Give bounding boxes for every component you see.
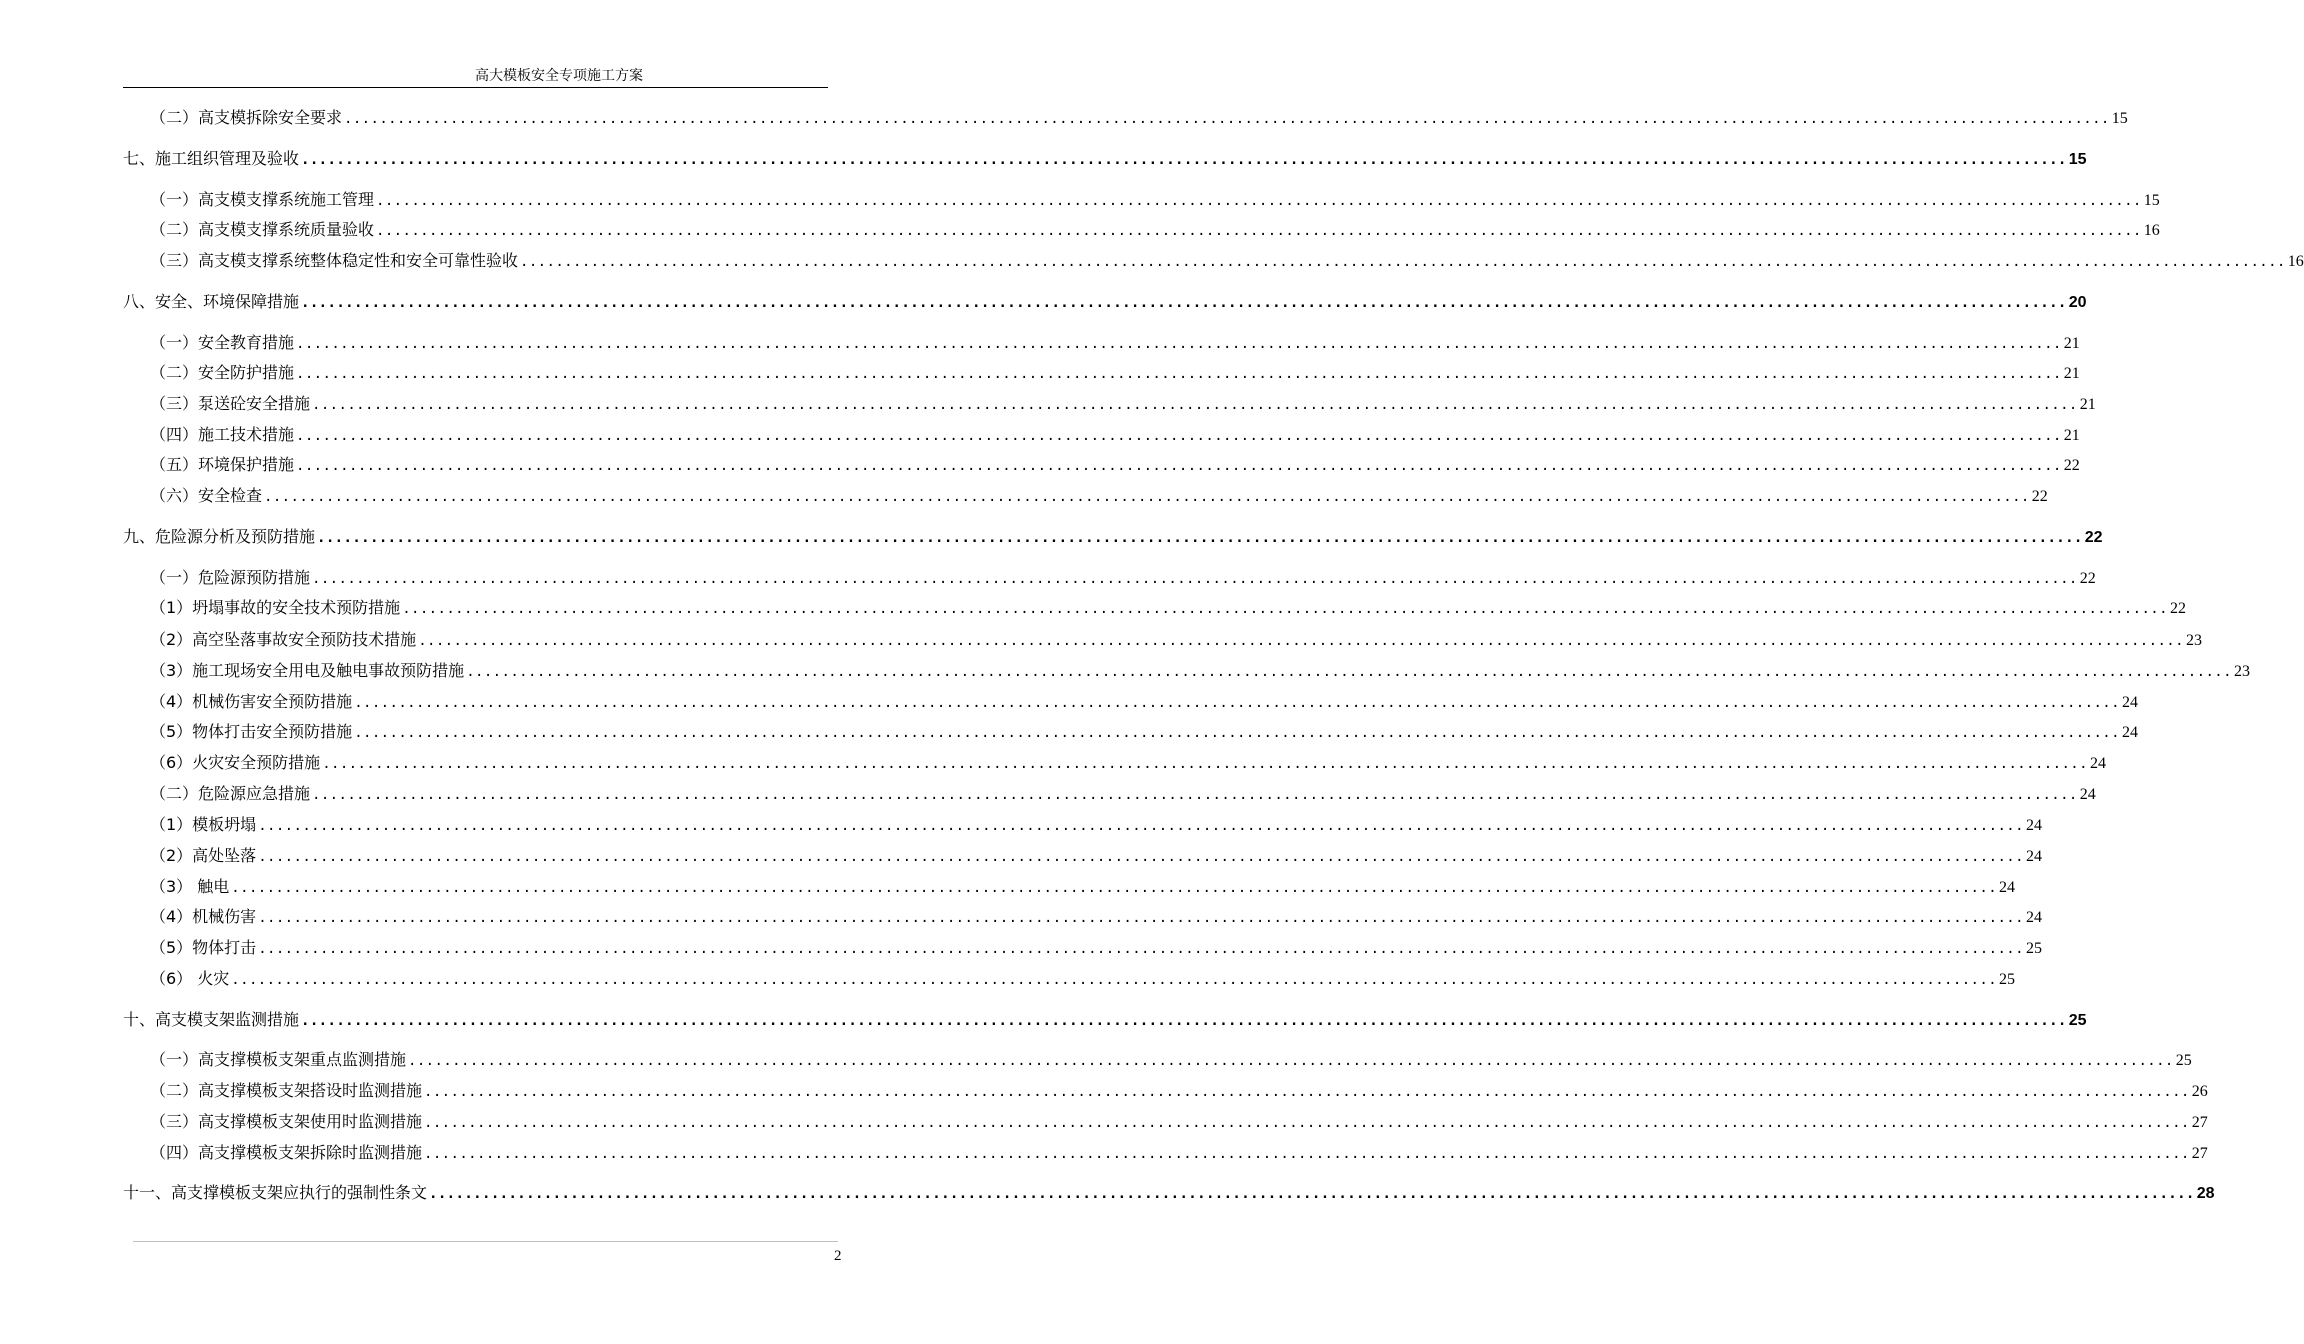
toc-section-entry[interactable] <box>150 877 2016 898</box>
toc-entry-title: （六）安全检查 <box>150 486 263 505</box>
toc-dot-leader: ........................................................................................................................................................................................................ <box>466 664 2232 680</box>
toc-entry-title: （三）高支撑模板支架使用时监测措施 <box>150 1112 423 1131</box>
toc-page-number: 21 <box>2063 427 2080 444</box>
toc-section-entry[interactable] <box>150 455 2080 476</box>
toc-dot-leader: ........................................................................................................................................................................................................ <box>258 849 2024 865</box>
toc-section-entry[interactable] <box>150 1112 2208 1133</box>
toc-entry-title: （1）模板坍塌 <box>150 815 257 834</box>
toc-section-entry[interactable] <box>150 190 2160 211</box>
toc-dot-leader: ........................................................................................................................................................................................................ <box>520 254 2286 270</box>
toc-entry-title: （二）安全防护措施 <box>150 363 295 382</box>
toc-section-entry[interactable] <box>150 630 2202 651</box>
toc-dot-leader: ........................................................................................................................................................................................................ <box>301 152 2067 168</box>
toc-dot-leader: ........................................................................................................................................................................................................ <box>231 972 1998 988</box>
toc-page-number: 24 <box>2121 694 2138 711</box>
toc-page-number: 22 <box>2079 570 2096 587</box>
toc-entry-title: （一）危险源预防措施 <box>150 568 311 587</box>
header-title: 高大模板安全专项施工方案 <box>475 68 643 84</box>
toc-entry-title: （6） 火灾 <box>150 969 230 988</box>
toc-page-number: 22 <box>2063 457 2080 474</box>
toc-entry-title: （一）高支模支撑系统施工管理 <box>150 190 375 209</box>
toc-entry-title: （三）高支模支撑系统整体稳定性和安全可靠性验收 <box>150 251 519 270</box>
toc-page-number: 23 <box>2233 663 2250 680</box>
toc-entry-title: （3）施工现场安全用电及触电事故预防措施 <box>150 661 465 680</box>
toc-section-entry[interactable] <box>150 1143 2208 1164</box>
toc-entry-title: 八、安全、环境保障措施 <box>123 292 300 311</box>
toc-chapter-entry[interactable] <box>123 1183 2215 1204</box>
toc-entry-title: （3） 触电 <box>150 877 230 896</box>
toc-page-number: 24 <box>2089 755 2106 772</box>
toc-page-number: 22 <box>2031 488 2048 505</box>
toc-entry-title: （二）高支撑模板支架搭设时监测措施 <box>150 1081 423 1100</box>
toc-section-entry[interactable] <box>150 753 2106 774</box>
toc-section-entry[interactable] <box>150 568 2096 589</box>
toc-dot-leader: ........................................................................................................................................................................................................ <box>354 725 2120 741</box>
toc-entry-title: 十一、高支撑模板支架应执行的强制性条文 <box>123 1183 428 1202</box>
toc-dot-leader: ........................................................................................................................................................................................................ <box>418 633 2184 649</box>
toc-dot-leader: ........................................................................................................................................................................................................ <box>312 787 2078 803</box>
toc-dot-leader: ........................................................................................................................................................................................................ <box>317 530 2083 546</box>
toc-page-number: 21 <box>2063 365 2080 382</box>
toc-page-number: 24 <box>1999 879 2016 896</box>
toc-section-entry[interactable] <box>150 425 2080 446</box>
toc-page-number: 16 <box>2287 253 2304 270</box>
toc-section-entry[interactable] <box>150 363 2080 384</box>
toc-section-entry[interactable] <box>150 333 2080 354</box>
toc-section-entry[interactable] <box>150 486 2048 507</box>
toc-page-number: 20 <box>2068 294 2087 311</box>
toc-entry-title: 九、危险源分析及预防措施 <box>123 527 316 546</box>
toc-dot-leader: ........................................................................................................................................................................................................ <box>429 1186 2195 1202</box>
toc-chapter-entry[interactable] <box>123 149 2087 170</box>
toc-entry-title: （二）高支模拆除安全要求 <box>150 108 343 127</box>
toc-entry-title: （五）环境保护措施 <box>150 455 295 474</box>
toc-dot-leader: ........................................................................................................................................................................................................ <box>264 489 2030 505</box>
toc-page-number: 23 <box>2185 632 2202 649</box>
toc-page-number: 26 <box>2191 1083 2208 1100</box>
toc-dot-leader: ........................................................................................................................................................................................................ <box>296 336 2062 352</box>
toc-dot-leader: ........................................................................................................................................................................................................ <box>258 941 2024 957</box>
toc-entry-title: 七、施工组织管理及验收 <box>123 149 300 168</box>
toc-dot-leader: ........................................................................................................................................................................................................ <box>322 756 2088 772</box>
toc-dot-leader: ........................................................................................................................................................................................................ <box>296 428 2062 444</box>
toc-section-entry[interactable] <box>150 394 2096 415</box>
toc-dot-leader: ........................................................................................................................................................................................................ <box>408 1053 2174 1069</box>
toc-page-number: 22 <box>2169 600 2186 617</box>
toc-section-entry[interactable] <box>150 969 2016 990</box>
toc-dot-leader: ........................................................................................................................................................................................................ <box>312 397 2078 413</box>
toc-section-entry[interactable] <box>150 598 2186 619</box>
toc-section-entry[interactable] <box>150 251 2304 272</box>
toc-page-number: 21 <box>2063 335 2080 352</box>
toc-entry-title: （四）高支撑模板支架拆除时监测措施 <box>150 1143 423 1162</box>
toc-dot-leader: ........................................................................................................................................................................................................ <box>258 818 2024 834</box>
toc-entry-title: （二）高支模支撑系统质量验收 <box>150 220 375 239</box>
toc-page-number: 21 <box>2079 396 2096 413</box>
toc-section-entry[interactable] <box>150 661 2250 682</box>
toc-entry-title: （三）泵送砼安全措施 <box>150 394 311 413</box>
toc-entry-title: （1）坍塌事故的安全技术预防措施 <box>150 598 401 617</box>
toc-section-entry[interactable] <box>150 220 2160 241</box>
toc-dot-leader: ........................................................................................................................................................................................................ <box>231 880 1998 896</box>
footer-divider <box>133 1241 838 1242</box>
toc-page-number: 16 <box>2143 222 2160 239</box>
toc-dot-leader: ........................................................................................................................................................................................................ <box>354 695 2120 711</box>
toc-entry-title: （一）高支撑模板支架重点监测措施 <box>150 1050 407 1069</box>
toc-section-entry[interactable] <box>150 1081 2208 1102</box>
toc-dot-leader: ........................................................................................................................................................................................................ <box>296 458 2062 474</box>
toc-entry-title: （5）物体打击 <box>150 938 257 957</box>
toc-page-number: 15 <box>2068 151 2087 168</box>
toc-dot-leader: ........................................................................................................................................................................................................ <box>376 223 2142 239</box>
toc-dot-leader: ........................................................................................................................................................................................................ <box>258 910 2024 926</box>
toc-dot-leader: ........................................................................................................................................................................................................ <box>296 366 2062 382</box>
toc-entry-title: （2）高空坠落事故安全预防技术措施 <box>150 630 417 649</box>
toc-dot-leader: ........................................................................................................................................................................................................ <box>301 295 2067 311</box>
toc-page-number: 28 <box>2196 1185 2215 1202</box>
toc-entry-title: （6）火灾安全预防措施 <box>150 753 321 772</box>
toc-dot-leader: ........................................................................................................................................................................................................ <box>301 1013 2067 1029</box>
toc-chapter-entry[interactable] <box>123 527 2103 548</box>
toc-dot-leader: ........................................................................................................................................................................................................ <box>424 1084 2190 1100</box>
toc-entry-title: 十、高支模支架监测措施 <box>123 1010 300 1029</box>
toc-entry-title: （一）安全教育措施 <box>150 333 295 352</box>
toc-section-entry[interactable] <box>150 846 2042 867</box>
toc-page-number: 24 <box>2025 909 2042 926</box>
toc-page-number: 24 <box>2025 817 2042 834</box>
toc-section-entry[interactable] <box>150 108 2128 129</box>
toc-dot-leader: ........................................................................................................................................................................................................ <box>424 1146 2190 1162</box>
toc-section-entry[interactable] <box>150 784 2096 805</box>
toc-entry-title: （四）施工技术措施 <box>150 425 295 444</box>
toc-section-entry[interactable] <box>150 1050 2192 1071</box>
toc-page-number: 25 <box>2068 1012 2087 1029</box>
toc-entry-title: （4）机械伤害 <box>150 907 257 926</box>
toc-entry-title: （5）物体打击安全预防措施 <box>150 722 353 741</box>
toc-page-number: 25 <box>2025 940 2042 957</box>
toc-page-number: 24 <box>2079 786 2096 803</box>
page-number: 2 <box>834 1248 842 1264</box>
toc-section-entry[interactable] <box>150 938 2042 959</box>
toc-dot-leader: ........................................................................................................................................................................................................ <box>312 571 2078 587</box>
toc-section-entry[interactable] <box>150 722 2138 743</box>
toc-chapter-entry[interactable] <box>123 1010 2087 1031</box>
toc-page-number: 15 <box>2111 110 2128 127</box>
toc-dot-leader: ........................................................................................................................................................................................................ <box>424 1115 2190 1131</box>
toc-page-number: 25 <box>2175 1052 2192 1069</box>
toc-section-entry[interactable] <box>150 815 2042 836</box>
toc-page-number: 24 <box>2025 848 2042 865</box>
toc-page-number: 27 <box>2191 1114 2208 1131</box>
toc-dot-leader: ........................................................................................................................................................................................................ <box>376 193 2142 209</box>
toc-entry-title: （2）高处坠落 <box>150 846 257 865</box>
toc-chapter-entry[interactable] <box>123 292 2087 313</box>
toc-section-entry[interactable] <box>150 692 2138 713</box>
toc-dot-leader: ........................................................................................................................................................................................................ <box>402 601 2168 617</box>
toc-entry-title: （二）危险源应急措施 <box>150 784 311 803</box>
toc-page-number: 15 <box>2143 192 2160 209</box>
toc-section-entry[interactable] <box>150 907 2042 928</box>
toc-entry-title: （4）机械伤害安全预防措施 <box>150 692 353 711</box>
toc-page-number: 27 <box>2191 1145 2208 1162</box>
toc-page-number: 22 <box>2084 529 2103 546</box>
toc-page-number: 24 <box>2121 724 2138 741</box>
toc-dot-leader: ........................................................................................................................................................................................................ <box>344 111 2110 127</box>
toc-page-number: 25 <box>1999 971 2016 988</box>
